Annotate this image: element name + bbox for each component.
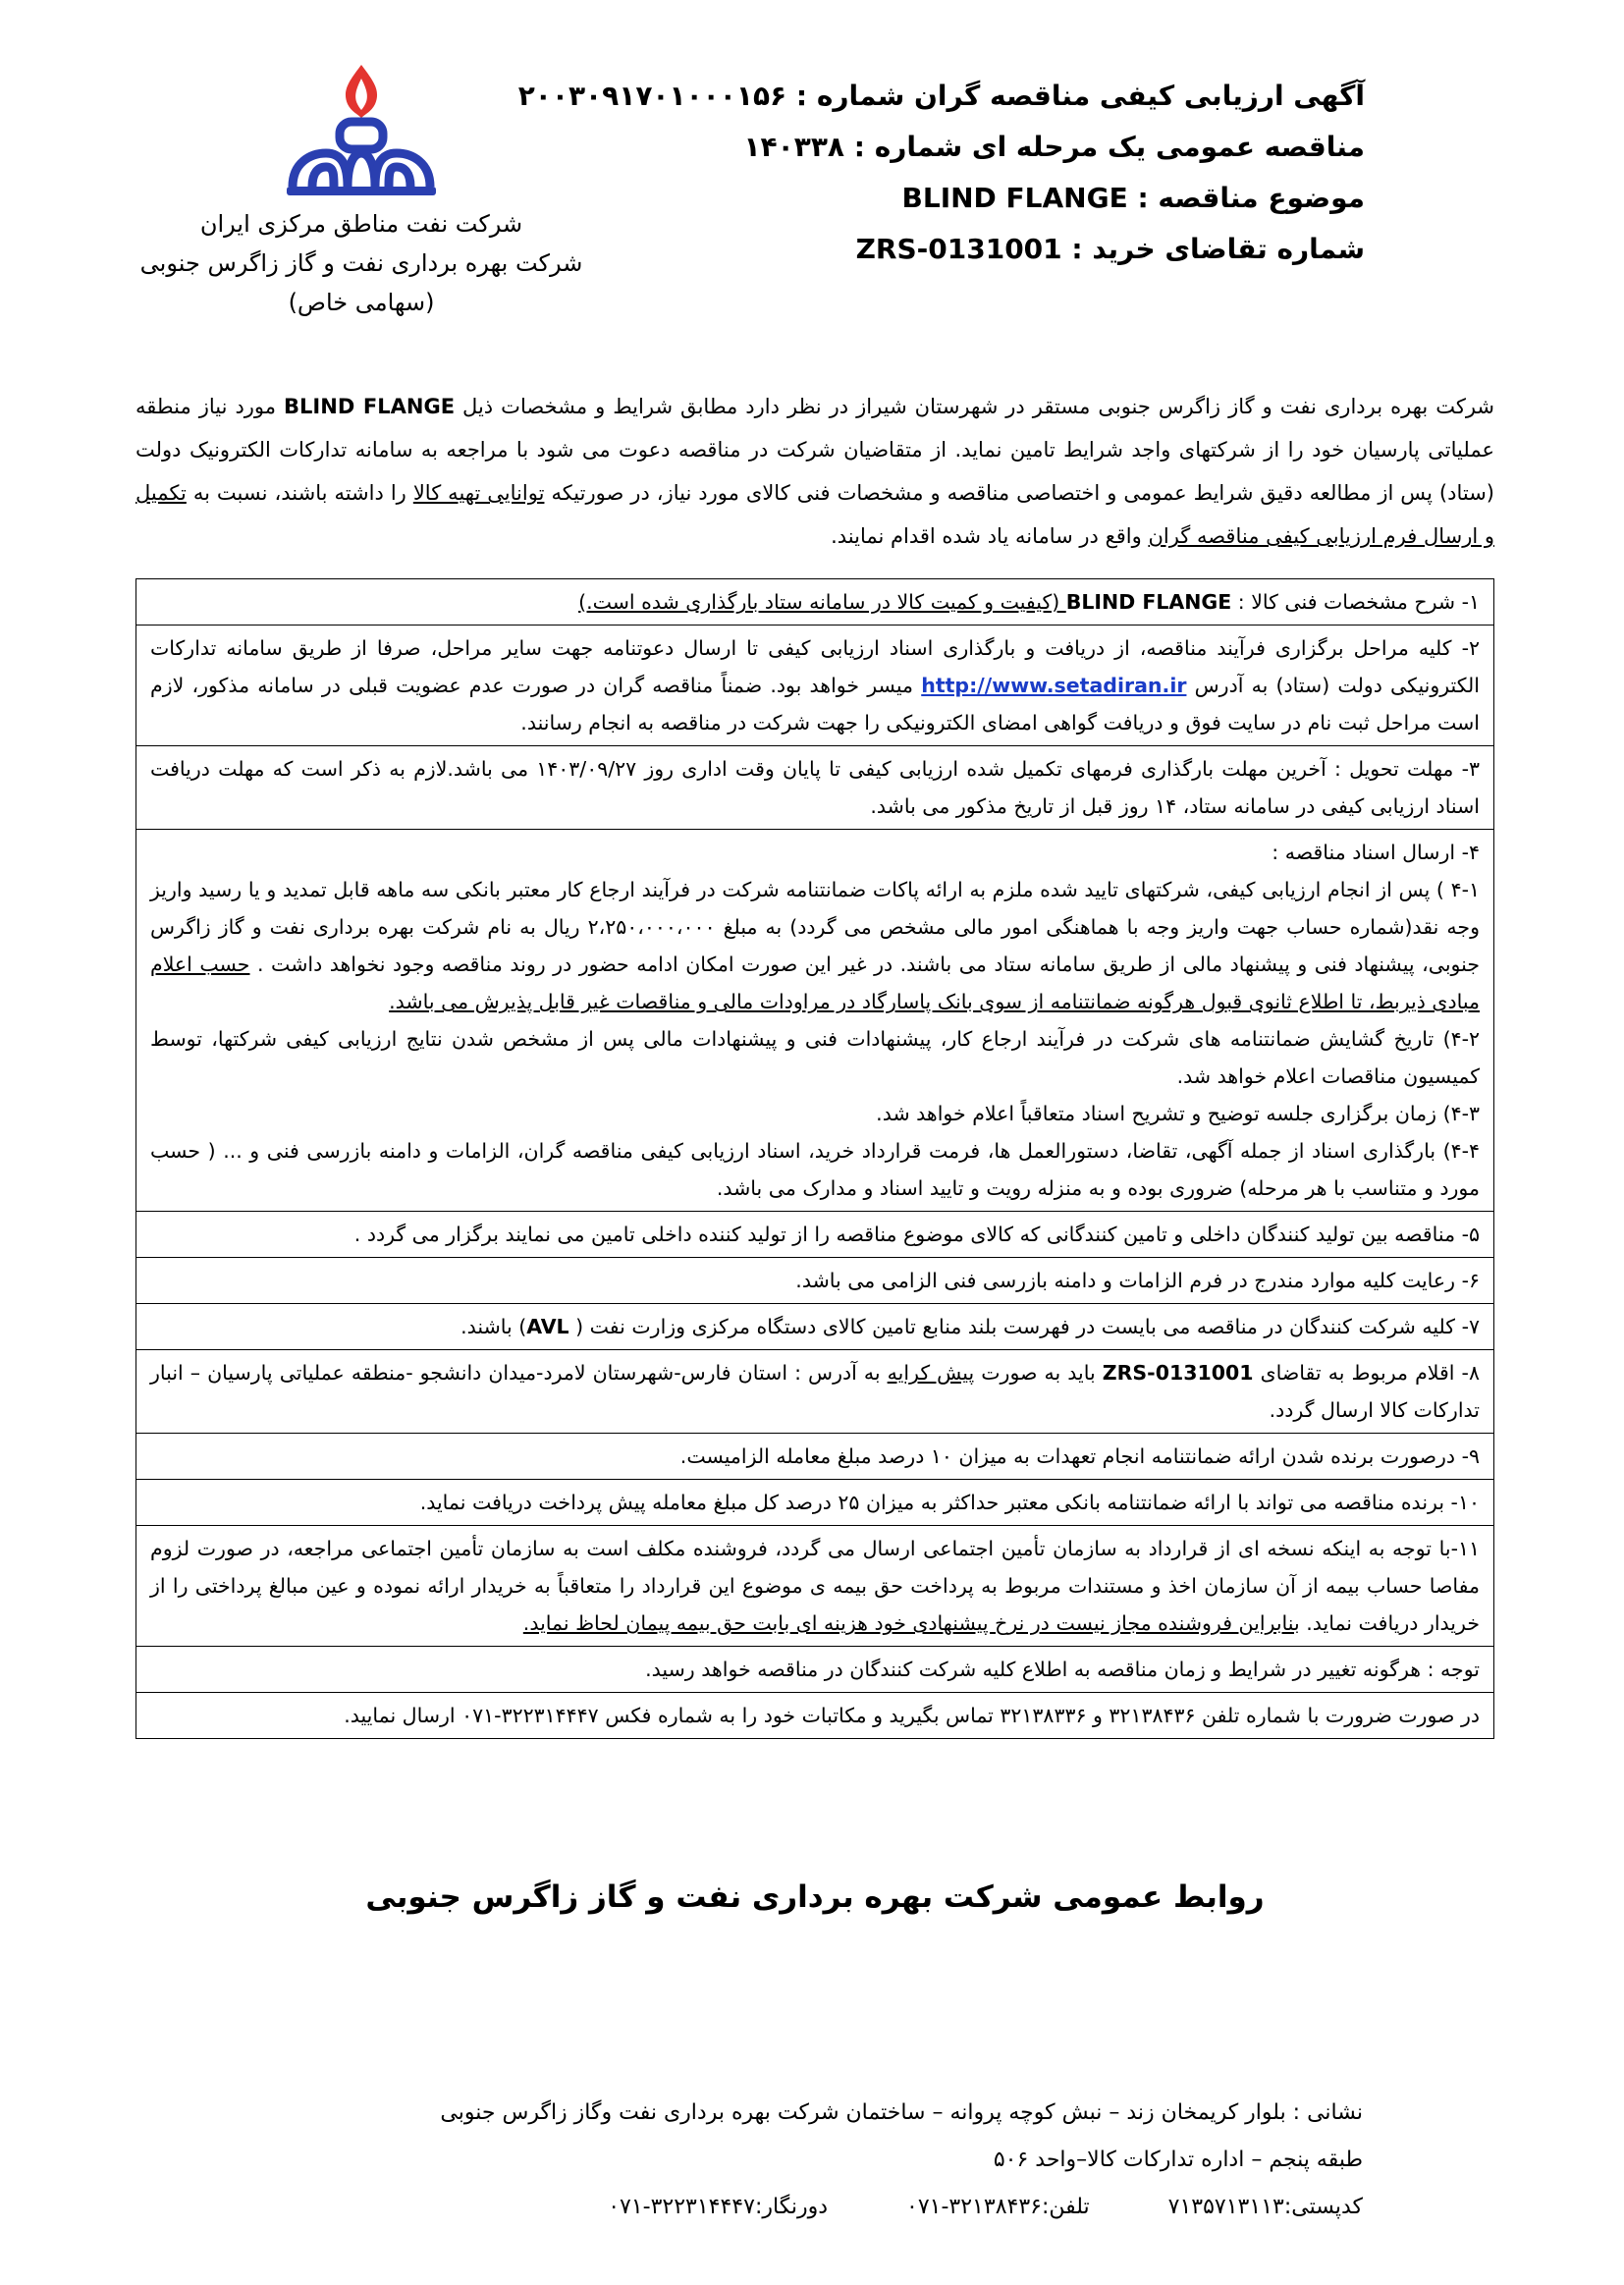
clause-text: ۲- کلیه مراحل برگزاری فرآیند مناقصه، از دریافت و بارگذاری اسناد ارزیابی کیفی تا ارسال دعوتنامه جهت سایر مراحل، صرفا از طریق سامانه تدارکات الکترونیکی دولت (ستاد) به آدرس <box>150 636 1480 697</box>
clause-2 <box>136 626 1494 746</box>
clause-row <box>136 1480 1494 1526</box>
clause-row <box>136 830 1494 1212</box>
contact-numbers <box>135 2184 1363 2231</box>
letterhead <box>0 0 1624 354</box>
phone-number: تلفن:۳۲۱۳۸۴۳۶-۰۷۱ <box>906 2195 1090 2219</box>
intro-text: مورد نیاز منطقه عملیاتی پارسیان خود را از شرکتهای واجد شرایط تامین نماید. از متقاضیان شرکت در مناقصه دعوت می شود با مراجعه به سامانه تدارکات الکترونیک دولت (ستاد) پس از مطالعه دقیق شرایط عمومی و اختصاصی مناقصه و مشخصات فنی کالای مورد نیاز، در صورتیکه <box>135 395 1494 505</box>
fax-number: دورنگار:۳۲۲۳۱۴۴۴۷-۰۷۱ <box>608 2195 829 2219</box>
clause-underlined: (کیفیت و کمیت کالا در سامانه ستاد بارگذاری شده است.) <box>578 590 1066 614</box>
announcement-title: آگهی ارزیابی کیفی مناقصه گران شماره : ۲۰۰۳۰۹۱۷۰۱۰۰۰۱۵۶ <box>517 80 1365 112</box>
clause-row <box>136 1304 1494 1350</box>
clause-row <box>136 1258 1494 1304</box>
clause-row <box>136 626 1494 746</box>
note-row: توجه : هرگونه تغییر در شرایط و زمان مناقصه به اطلاع کلیه شرکت کنندگان در مناقصه خواهد رسید. <box>136 1647 1494 1693</box>
clause-row <box>136 1647 1494 1693</box>
address-line-1: نشانی : بلوار کریمخان زند – نبش کوچه پروانه – ساختمان شرکت بهره برداری نفت وگاز زاگرس جنوبی <box>440 2100 1363 2125</box>
announcement-heading <box>481 71 1365 275</box>
clause-text: ۱۱-با توجه به اینکه نسخه ای از قرارداد به سازمان تأمین اجتماعی ارسال می گردد، فروشنده مکلف است به سازمان تأمین اجتماعی مراجعه، در صورت لزوم مفاصا حساب بیمه از آن سازمان اخذ و مستندات مربوط به پرداخت حق بیمه ی موضوع این قرارداد را متعاقباً به خریدار ارائه نموده و عین مبالغ پرداختی را از خریدار دریافت نماید. <box>150 1537 1480 1635</box>
clause-row <box>136 1434 1494 1480</box>
intro-text: شرکت بهره برداری نفت و گاز زاگرس جنوبی مستقر در شهرستان شیراز در نظر دارد مطابق شرایط و مشخصات ذیل <box>455 395 1495 418</box>
clause-text: ۱- شرح مشخصات فنی کالا : <box>1231 590 1480 614</box>
address-footer <box>135 2090 1363 2231</box>
intro-underlined: توانایی تهیه کالا <box>412 481 545 505</box>
clause-row <box>136 1693 1494 1739</box>
intro-paragraph <box>135 385 1494 558</box>
clause-row <box>136 746 1494 830</box>
clause-underlined: بنابراین فروشنده مجاز نیست در نرخ پیشنهادی خود هزینه ای بابت حق بیمه پیمان لحاظ نماید. <box>522 1611 1300 1635</box>
clause-text: ۷- کلیه شرکت کنندگان در مناقصه می بایست در فهرست بلند منابع تامین کالای دستگاه مرکزی وزارت نفت ( <box>568 1315 1480 1338</box>
public-relations-signature: روابط عمومی شرکت بهره برداری نفت و گاز زاگرس جنوبی <box>365 1879 1265 1915</box>
clause-5: ۵- مناقصه بین تولید کنندگان داخلی و تامین کنندگانی که کالای موضوع مناقصه را از تولید کننده داخلی تامین می نمایند برگزار می گردد . <box>136 1212 1494 1258</box>
address-line-2: طبقه پنجم – اداره تدارکات کالا–واحد ۵۰۶ <box>993 2148 1363 2172</box>
clause-1 <box>136 579 1494 626</box>
conditions-table <box>135 578 1494 1739</box>
clause-4 <box>136 830 1494 1212</box>
clause-text: ۸- اقلام مربوط به تقاضای <box>1253 1361 1480 1385</box>
contact-row: در صورت ضرورت با شماره تلفن ۳۲۱۳۸۴۳۶ و ۳۲۱۳۸۳۳۶ تماس بگیرید و مکاتبات خود را به شماره فکس ۳۲۲۳۱۴۴۴۷-۰۷۱ ارسال نمایید. <box>136 1693 1494 1739</box>
clause-text: باید به صورت <box>974 1361 1103 1385</box>
intro-text: را داشته باشند، نسبت به <box>186 481 413 505</box>
clause-10: ۱۰- برنده مناقصه می تواند با ارائه ضمانتنامه بانکی معتبر حداکثر به میزان ۲۵ درصد کل مبلغ معامله پیش پرداخت دریافت نماید. <box>136 1480 1494 1526</box>
request-code: ZRS-0131001 <box>1102 1361 1254 1385</box>
clause-6: ۶- رعایت کلیه موارد مندرج در فرم الزامات و دامنه بازرسی فنی الزامی می باشد. <box>136 1258 1494 1304</box>
clause-text: ) باشند. <box>460 1315 527 1338</box>
clause-3: ۳- مهلت تحویل : آخرین مهلت بارگذاری فرمهای تکمیل شده ارزیابی کیفی تا پایان وقت اداری روز ۱۴۰۳/۰۹/۲۷ می باشد.لازم به ذکر است که مهلت دریافت اسناد ارزیابی کیفی در سامانه ستاد، ۱۴ روز قبل از تاریخ مذکور می باشد. <box>136 746 1494 830</box>
purchase-request-number: شماره تقاضای خرید : ZRS-0131001 <box>855 233 1365 265</box>
company-name-line-2: شرکت بهره برداری نفت و گاز زاگرس جنوبی <box>139 249 583 277</box>
tender-subject: موضوع مناقصه : BLIND FLANGE <box>901 182 1365 214</box>
clause-underlined: حسب اعلام مبادی ذیربط، تا اطلاع ثانوی قبول هرگونه ضمانتنامه از سوی بانک پاسارگاد در مراودات مالی و مناقصات غیر قابل پذیرش می باشد. <box>150 952 1480 1013</box>
clause-text: به آدرس : استان فارس-شهرستان لامرد-میدان دانشجو -منطقه عملیاتی پارسیان – انبار تدارکات کالا ارسال گردد. <box>150 1361 1480 1422</box>
clause-11 <box>136 1526 1494 1647</box>
avl-term: AVL <box>526 1315 569 1338</box>
clause-underlined: پیش کرایه <box>887 1361 975 1385</box>
clause-4-title: ۴- ارسال اسناد مناقصه : <box>1272 841 1480 864</box>
clause-4-1 <box>150 871 1480 1020</box>
tender-number: مناقصه عمومی یک مرحله ای شماره : ۱۴۰۳۳۸ <box>743 131 1365 163</box>
nioc-logo-icon <box>263 57 460 204</box>
intro-text: واقع در سامانه یاد شده اقدام نمایند. <box>831 524 1149 548</box>
clause-4-3: ۴-۳) زمان برگزاری جلسه توضیح و تشریح اسناد متعاقباً اعلام خواهد شد. <box>876 1102 1480 1125</box>
clause-row <box>136 579 1494 626</box>
clause-row <box>136 1350 1494 1434</box>
clause-text: میسر خواهد بود. ضمناً مناقصه گران در صورت عدم عضویت قبلی در سامانه مذکور، لازم است مراحل ثبت نام در سایت فوق و دریافت گواهی امضای الکترونیکی را جهت شرکت در مناقصه به انجام رسانند. <box>150 674 1480 734</box>
setadiran-link[interactable]: http://www.setadiran.ir <box>921 674 1187 697</box>
clause-text: ۴-۱ ) پس از انجام ارزیابی کیفی، شرکتهای تایید شده ملزم به ارائه پاکات ضمانتنامه شرکت در فرآیند ارجاع کار معتبر بانکی سه ماهه قابل تمدید و یا رسید واریز وجه نقد(شماره حساب جهت واریز وجه با هماهنگی امور مالی مشخص می گردد) به مبلغ ۲،۲۵۰،۰۰۰،۰۰۰ ریال به نام شرکت بهره برداری نفت و گاز زاگرس جنوبی، پیشنهاد فنی و پیشنهاد مالی از طریق سامانه ستاد می باشند. در غیر این صورت امکان ادامه حضور در روند مناقصه وجود نخواهد داشت . <box>150 878 1480 976</box>
company-name-line-1: شرکت نفت مناطق مرکزی ایران <box>199 210 523 238</box>
clause-8 <box>136 1350 1494 1434</box>
intro-underlined: تکمیل و ارسال فرم ارزیابی کیفی مناقصه گران <box>135 481 1494 548</box>
company-type: (سهامی خاص) <box>288 289 435 316</box>
clause-4-4: ۴-۴) بارگذاری اسناد از جمله آگهی، تقاضا، دستورالعمل ها، فرمت قرارداد خرید، اسناد ارزیابی کیفی مناقصه گران، الزامات و دامنه بازرسی فنی و ... ( حسب مورد و متناسب با هر مرحله) ضروری بوده و به منزله رویت و تایید اسناد و مدارک می باشد. <box>150 1139 1480 1200</box>
clause-4-2: ۴-۲) تاریخ گشایش ضمانتنامه های شرکت در فرآیند ارجاع کار، پیشنهادات فنی و پیشنهادات مالی پس از مشخص شدن نتایج ارزیابی کیفی شرکتها، توسط کمیسیون مناقصات اعلام خواهد شد. <box>150 1027 1480 1088</box>
clause-row <box>136 1212 1494 1258</box>
item-name: BLIND FLANGE <box>1065 590 1232 614</box>
company-identity <box>116 57 607 322</box>
clause-7 <box>136 1304 1494 1350</box>
clause-9: ۹- درصورت برنده شدن ارائه ضمانتنامه انجام تعهدات به میزان ۱۰ درصد مبلغ معامله الزامیست. <box>136 1434 1494 1480</box>
clause-row <box>136 1526 1494 1647</box>
intro-item-name: BLIND FLANGE <box>284 395 456 418</box>
postal-code: کدپستی:۷۱۳۵۷۱۳۱۱۳ <box>1167 2195 1363 2219</box>
